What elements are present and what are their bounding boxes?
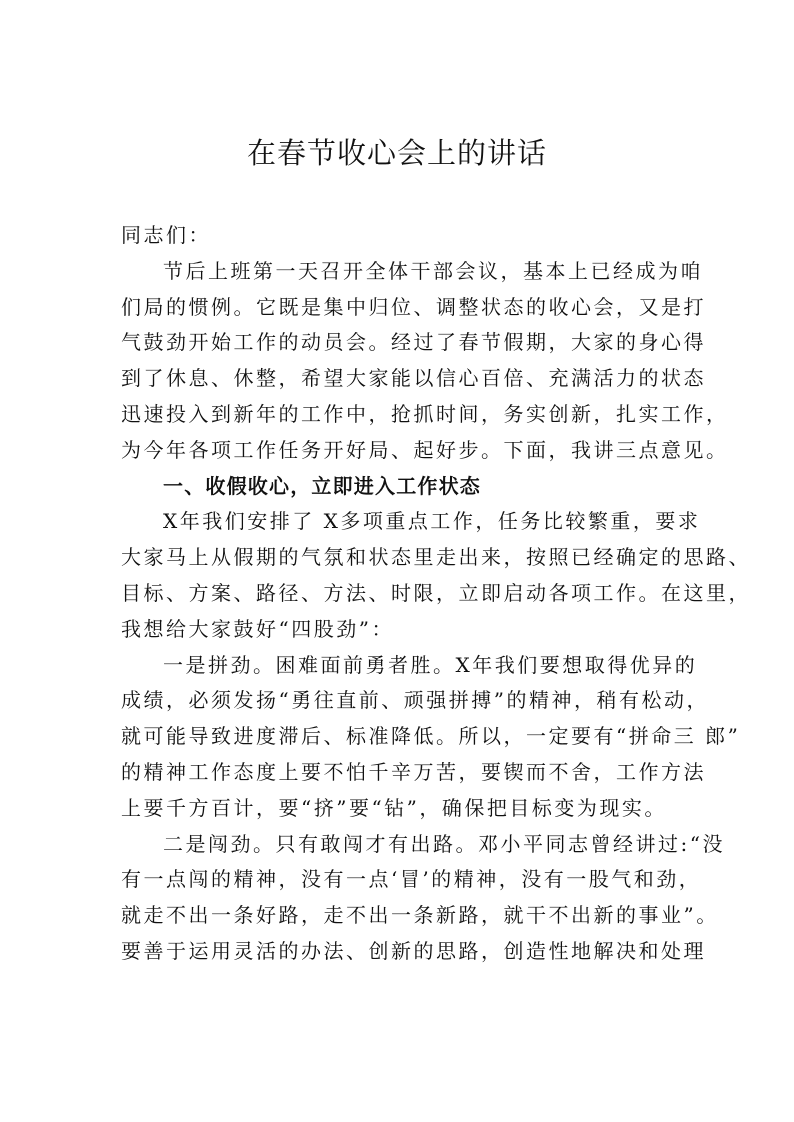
- paragraph-line: 我想给大家鼓好“四股劲”：: [121, 616, 394, 641]
- document-body: [121, 218, 751, 970]
- paragraph-line: 迅速投入到新年的工作中，抢抓时间，务实创新，扎实工作，: [121, 401, 729, 426]
- paragraph-line: 目标、方案、路径、方法、时限，立即启动各项工作。在这里，: [121, 580, 751, 605]
- paragraph-line: 为今年各项工作任务开好局、起好步。下面，我讲三点意见。: [121, 437, 729, 462]
- paragraph-line: 成绩，必须发扬“勇往直前、顽强拼搏”的精神，稍有松动，: [121, 688, 709, 713]
- paragraph-line: 们局的惯例。它既是集中归位、调整状态的收心会，又是打: [121, 294, 706, 319]
- section-heading: 一、收假收心，立即进入工作状态: [163, 473, 481, 498]
- salutation: 同志们：: [121, 223, 211, 247]
- paragraph-line: 节后上班第一天召开全体干部会议，基本上已经成为咱: [163, 258, 703, 283]
- document-title: 在春节收心会上的讲话: [246, 136, 547, 170]
- paragraph-line: 有一点闯的精神，没有一点‘冒’的精神，没有一股气和劲，: [121, 867, 702, 892]
- paragraph-line: 二是闯劲。只有敢闯才有出路。邓小平同志曾经讲过:“没: [163, 831, 725, 856]
- paragraph-line: 气鼓劲开始工作的动员会。经过了春节假期，大家的身心得: [121, 330, 706, 355]
- paragraph-line: 就走不出一条好路，走不出一条新路，就干不出新的事业”。: [121, 903, 719, 928]
- paragraph-line: 到了休息、休整，希望大家能以信心百倍、充满活力的状态: [121, 366, 706, 391]
- paragraph-line: 上要千方百计，要“挤”要“钻”，确保把目标变为现实。: [121, 795, 667, 820]
- paragraph-line: 就可能导致进度滞后、标准降低。所以，一定要有“拼命三 郎”: [121, 724, 741, 749]
- paragraph-line: 一是拼劲。困难面前勇者胜。X年我们要想取得优异的: [163, 652, 698, 677]
- paragraph-line: 的精神工作态度上要不怕千辛万苦，要锲而不舍，工作方法: [121, 759, 706, 784]
- paragraph-line: 大家马上从假期的气氛和状态里走出来，按照已经确定的思路、: [121, 545, 751, 570]
- paragraph-line: 要善于运用灵活的办法、创新的思路，创造性地解决和处理: [121, 938, 706, 963]
- paragraph-line: X年我们安排了 X多项重点工作，任务比较繁重，要求: [163, 509, 701, 534]
